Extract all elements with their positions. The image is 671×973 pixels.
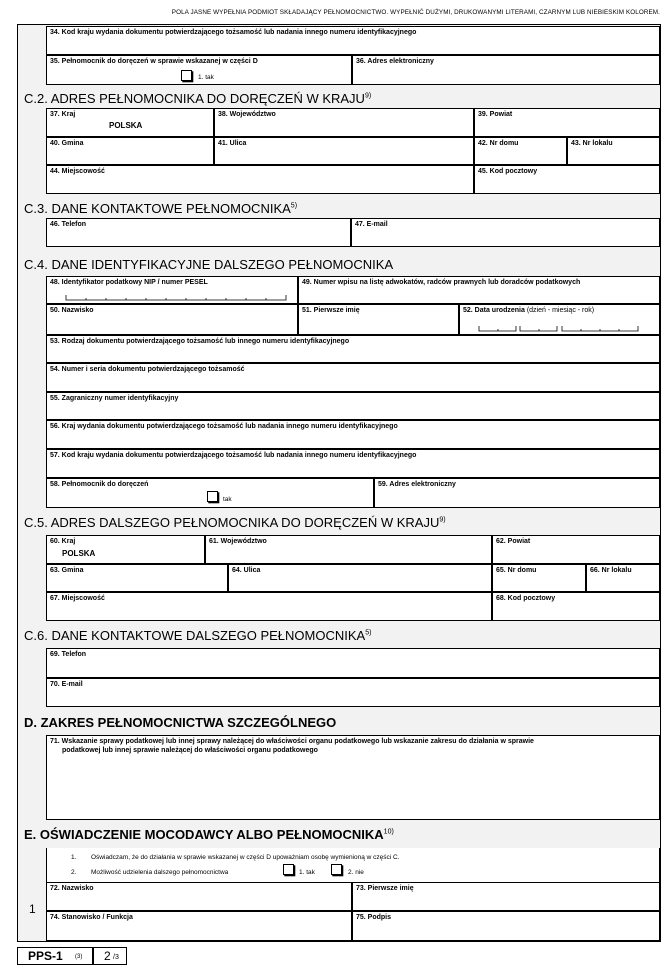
section-c4-header xyxy=(18,248,660,276)
field-50[interactable]: 50. Nazwisko xyxy=(46,304,298,335)
field-70[interactable]: 70. E-mail xyxy=(46,678,660,707)
field-40[interactable]: 40. Gmina xyxy=(46,137,214,165)
field-59[interactable]: 59. Adres elektroniczny xyxy=(374,478,660,508)
field-73[interactable]: 73. Pierwsze imię xyxy=(352,882,660,911)
field-63[interactable]: 63. Gmina xyxy=(46,564,228,592)
checkbox-35-tak[interactable] xyxy=(181,70,192,81)
field-61[interactable]: 61. Województwo xyxy=(205,535,492,564)
field-55[interactable]: 55. Zagraniczny numer identyfikacyjny xyxy=(46,392,660,420)
field-67[interactable]: 67. Miejscowość xyxy=(46,592,492,621)
field-69[interactable]: 69. Telefon xyxy=(46,648,660,678)
section-c5-header: C.5. ADRES DALSZEGO PEŁNOMOCNIKA DO DORĘCZEŃ W KRAJU$^{9)}$ xyxy=(18,509,660,535)
id-digit-boxes xyxy=(65,294,291,302)
declarations: 1. Oświadczam, że do działania w sprawie wskazanej w części D upoważniam osobę wymienioną w części C. 2. Możliwość udzielenia dalszego pełnomocnictwa 1. tak 2. nie xyxy=(46,848,660,882)
field-48[interactable]: 48. Identyfikator podatkowy NIP / numer PESEL xyxy=(46,276,298,304)
field-74[interactable]: 74. Stanowisko / Funkcja xyxy=(46,911,352,941)
section-c4-title: C.4. DANE IDENTYFIKACYJNE DALSZEGO PEŁNOMOCNIKA xyxy=(24,257,394,272)
field-41[interactable]: 41. Ulica xyxy=(214,137,474,165)
section-d-header xyxy=(18,708,660,735)
page-number: 2 /3 xyxy=(93,947,127,965)
date-digit-boxes xyxy=(478,325,658,333)
section-c2-header: C.2. ADRES PEŁNOMOCNIKA DO DORĘCZEŃ W KRAJU$^{9)}$ xyxy=(18,86,660,108)
field-66[interactable]: 66. Nr lokalu xyxy=(586,564,660,592)
field-38[interactable]: 38. Województwo xyxy=(214,108,474,137)
field-35[interactable]: 35. Pełnomocnik do doręczeń w sprawie wskazanej w części D 1. tak xyxy=(46,55,352,85)
value-37: POLSKA xyxy=(109,121,143,130)
section-d-title: D. ZAKRES PEŁNOMOCNICTWA SZCZEGÓLNEGO xyxy=(24,715,337,730)
field-43[interactable]: 43. Nr lokalu xyxy=(567,137,660,165)
field-65[interactable]: 65. Nr domu xyxy=(492,564,586,592)
field-71[interactable]: 71. Wskazanie sprawy podatkowej lub innej sprawy należącej do właściwości organu podatkowego lub wskazanie zakresu do działania w sprawie podatkowej lub innej sprawie należącej do właściwości organu podatkowego xyxy=(46,735,660,820)
section-e-title: E. OŚWIADCZENIE MOCODAWCY ALBO PEŁNOMOCNIKA xyxy=(24,827,384,842)
section-c5-title: C.5. ADRES DALSZEGO PEŁNOMOCNIKA DO DORĘCZEŃ W KRAJU xyxy=(24,515,440,530)
field-44[interactable]: 44. Miejscowość xyxy=(46,165,474,194)
field-46[interactable]: 46. Telefon xyxy=(46,218,351,247)
row-number: 1 xyxy=(29,902,36,916)
section-c3-header: C.3. DANE KONTAKTOWE PEŁNOMOCNIKA$^{5)}$ xyxy=(18,195,660,218)
section-c3-title: C.3. DANE KONTAKTOWE PEŁNOMOCNIKA xyxy=(24,201,291,216)
field-39[interactable]: 39. Powiat xyxy=(474,108,660,137)
field-36[interactable]: 36. Adres elektroniczny xyxy=(352,55,660,85)
field-75[interactable]: 75. Podpis xyxy=(352,911,660,941)
value-60: POLSKA xyxy=(62,549,96,558)
checkbox-58-tak[interactable] xyxy=(207,491,218,502)
field-47[interactable]: 47. E-mail xyxy=(351,218,660,247)
field-60[interactable]: 60. Kraj POLSKA xyxy=(46,535,205,564)
field-49[interactable]: 49. Numer wpisu na listę adwokatów, radców prawnych lub doradców podatkowych xyxy=(298,276,660,304)
field-54[interactable]: 54. Numer i seria dokumentu potwierdzającego tożsamość xyxy=(46,363,660,392)
checkbox-dalsze-tak[interactable] xyxy=(283,864,294,875)
checkbox-dalsze-nie[interactable] xyxy=(331,864,342,875)
field-64[interactable]: 64. Ulica xyxy=(228,564,492,592)
field-53[interactable]: 53. Rodzaj dokumentu potwierdzającego tożsamość lub innego numeru identyfikacyjnego xyxy=(46,335,660,363)
field-56[interactable]: 56. Kraj wydania dokumentu potwierdzającego tożsamość lub nadania innego numeru identyfikacyjnego xyxy=(46,420,660,449)
field-45[interactable]: 45. Kod pocztowy xyxy=(474,165,660,194)
field-72[interactable]: 72. Nazwisko xyxy=(46,882,352,911)
section-c6-header: C.6. DANE KONTAKTOWE DALSZEGO PEŁNOMOCNIKA$^{5)}$ xyxy=(18,622,660,648)
field-51[interactable]: 51. Pierwsze imię xyxy=(298,304,459,335)
form-code: PPS-1 (3) xyxy=(17,947,93,965)
field-58[interactable]: 58. Pełnomocnik do doręczeń tak xyxy=(46,478,374,508)
header-note: POLA JASNE WYPEŁNIA PODMIOT SKŁADAJĄCY PEŁNOMOCNICTWO. WYPEŁNIĆ DUŻYMI, DRUKOWANYMI LITERAMI, CZARNYM LUB NIEBIESKIM KOLOREM. xyxy=(171,9,660,16)
field-57[interactable]: 57. Kod kraju wydania dokumentu potwierdzającego tożsamość lub nadania innego numeru identyfikacyjnego xyxy=(46,449,660,478)
field-34[interactable]: 34. Kod kraju wydania dokumentu potwierdzającego tożsamość lub nadania innego numeru identyfikacyjnego xyxy=(46,26,660,55)
field-52[interactable]: 52. Data urodzenia (dzień - miesiąc - rok) xyxy=(459,304,660,335)
field-62[interactable]: 62. Powiat xyxy=(492,535,660,564)
field-68[interactable]: 68. Kod pocztowy xyxy=(492,592,660,621)
section-c2-title: C.2. ADRES PEŁNOMOCNIKA DO DORĘCZEŃ W KRAJU xyxy=(24,91,365,106)
field-37[interactable]: 37. Kraj POLSKA xyxy=(46,108,214,137)
section-c6-title: C.6. DANE KONTAKTOWE DALSZEGO PEŁNOMOCNIKA xyxy=(24,628,366,643)
field-42[interactable]: 42. Nr domu xyxy=(474,137,567,165)
section-e-header: E. OŚWIADCZENIE MOCODAWCY ALBO PEŁNOMOCNIKA$^{10)}$ xyxy=(18,821,660,848)
